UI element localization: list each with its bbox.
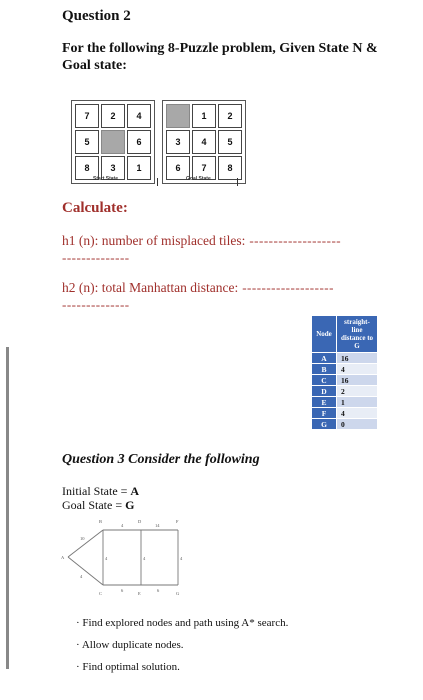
node-cell: B: [312, 364, 337, 375]
puzzle-tile: 3: [166, 130, 190, 154]
h1-dash: -------------------: [249, 233, 342, 248]
heuristic-table: [311, 315, 378, 430]
puzzle-tile: 5: [75, 130, 99, 154]
puzzle-tile: 4: [192, 130, 216, 154]
puzzle-tile: 7: [192, 156, 216, 180]
distance-cell: 2: [337, 386, 378, 397]
node-column-header: Node: [312, 316, 337, 353]
blank-tile: [166, 104, 190, 128]
goal-state-grid: [162, 100, 246, 184]
initial-state-label: Initial State =: [62, 484, 131, 498]
node-cell: A: [312, 353, 337, 364]
node-cell: C: [312, 375, 337, 386]
table-row: [312, 386, 378, 397]
start-state-grid: [71, 100, 155, 184]
distance-cell: 16: [337, 353, 378, 364]
h1-label: h1 (n): number of misplaced tiles:: [62, 233, 246, 248]
graph-edge: [68, 557, 103, 585]
node-cell: D: [312, 386, 337, 397]
graph-node-label: C: [99, 591, 103, 596]
graph-weight-label: 4: [105, 556, 108, 561]
goal-state-line: [62, 498, 134, 513]
puzzle-tile: 1: [127, 156, 151, 180]
h2-dash: -------------------: [242, 280, 334, 295]
distance-cell: 1: [337, 397, 378, 408]
puzzle-tile: 6: [166, 156, 190, 180]
bullet-item: · Find explored nodes and path using A* search.: [76, 617, 289, 629]
start-state-caption: Start State: [93, 176, 119, 182]
graph-node-label: B: [99, 519, 103, 524]
table-row: [312, 364, 378, 375]
graph-node-label: E: [138, 591, 141, 596]
graph-node-label: F: [176, 519, 179, 524]
graph-weight-label: 6: [157, 588, 160, 593]
h1-line: [62, 232, 341, 250]
graph-node-label: A: [61, 555, 65, 560]
h1-dash-continued: --------------: [62, 250, 130, 265]
h2-dash-continued: --------------: [62, 297, 130, 312]
node-cell: F: [312, 408, 337, 419]
graph-weight-label: 4: [180, 556, 183, 561]
left-margin-bar: [6, 347, 9, 669]
bullet-item: · Find optimal solution.: [76, 661, 180, 673]
blank-tile: [101, 130, 125, 154]
goal-state-label: Goal State =: [62, 498, 126, 512]
distance-cell: 4: [337, 364, 378, 375]
puzzle-tile: 4: [127, 104, 151, 128]
graph-node-label: D: [138, 519, 142, 524]
distance-cell: 0: [337, 419, 378, 430]
distance-column-header: straight-line distance to G: [337, 316, 378, 353]
puzzle-tile: 2: [218, 104, 242, 128]
table-row: [312, 397, 378, 408]
puzzle-tile: 8: [218, 156, 242, 180]
puzzle-tile: 2: [101, 104, 125, 128]
graph-weight-label: 4: [80, 574, 83, 579]
goal-state-caption: Goal State: [186, 176, 211, 182]
divider: [157, 178, 158, 186]
graph-edge: [68, 530, 103, 557]
distance-cell: 4: [337, 408, 378, 419]
search-graph: [58, 515, 198, 601]
graph-weight-label: 4: [121, 523, 124, 528]
puzzle-tile: 5: [218, 130, 242, 154]
puzzle-tile: 8: [75, 156, 99, 180]
h2-label: h2 (n): total Manhattan distance:: [62, 280, 239, 295]
table-row: [312, 419, 378, 430]
divider: [237, 178, 238, 186]
initial-state-value: A: [130, 484, 140, 498]
distance-cell: 16: [337, 375, 378, 386]
graph-weight-label: 14: [155, 523, 160, 528]
puzzle-tile: 6: [127, 130, 151, 154]
puzzle-tile: 1: [192, 104, 216, 128]
table-row: [312, 408, 378, 419]
node-cell: G: [312, 419, 337, 430]
graph-weight-label: 10: [80, 536, 85, 541]
initial-state-line: [62, 484, 139, 499]
node-cell: E: [312, 397, 337, 408]
question-2-prompt: For the following 8-Puzzle problem, Given State N & Goal state:: [62, 41, 378, 73]
goal-state-value: G: [125, 498, 135, 512]
graph-weight-label: 4: [143, 556, 146, 561]
question-3-title: Question 3 Consider the following: [62, 452, 260, 467]
h2-line: [62, 279, 334, 297]
puzzle-tile: 3: [101, 156, 125, 180]
calculate-heading: Calculate:: [62, 200, 128, 216]
graph-weight-label: 6: [121, 588, 124, 593]
table-row: [312, 353, 378, 364]
question-2-title: Question 2: [62, 8, 131, 24]
bullet-item: · Allow duplicate nodes.: [76, 639, 184, 651]
table-row: [312, 375, 378, 386]
puzzle-tile: 7: [75, 104, 99, 128]
graph-node-label: G: [176, 591, 180, 596]
